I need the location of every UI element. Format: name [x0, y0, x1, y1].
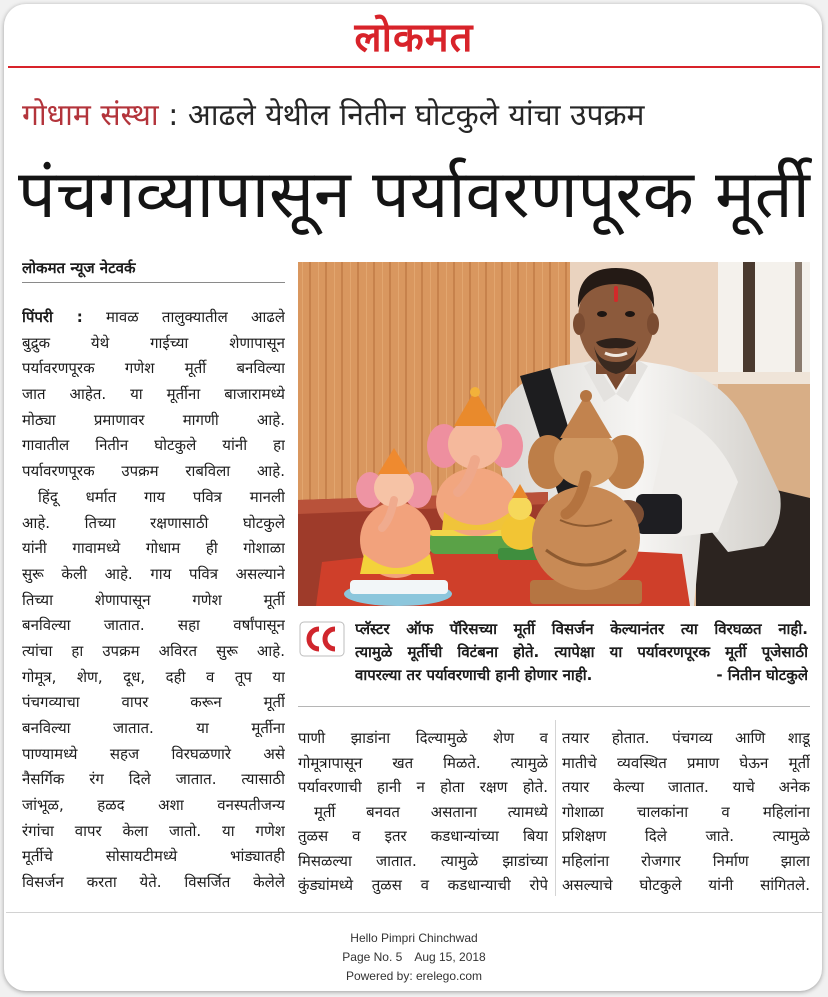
text-line: जात आहेत. या मूर्तीना बाजारामध्ये	[22, 385, 285, 404]
footer-date: Aug 15, 2018	[414, 950, 486, 964]
text-line: मातीचे व्यवस्थित प्रमाण घेऊन मूर्ती	[562, 753, 810, 772]
text-line: गोशाळा चालकांना व महिलांना	[562, 802, 810, 821]
text-line: पाण्यामध्ये सहज विरघळणारे असे	[22, 744, 285, 763]
text-line: रंगांचा वापर केला जातो. या गणेश	[22, 821, 285, 840]
text-line: जांभूळ, हळद अशा वनस्पतीजन्य	[22, 796, 285, 815]
footer-powered-by: Powered by: erelego.com	[345, 969, 483, 983]
text-line: गोमूत्रापासून खत मिळते. त्यामुळे	[298, 753, 548, 772]
footer-page-date	[214, 948, 614, 966]
text-line: पंचगव्याचा वापर करून मूर्ती	[22, 693, 285, 712]
text-line: पर्यावरणपूरक गणेश मूर्ती बनविल्या	[22, 359, 285, 378]
footer-source: Hello Pimpri Chinchwad	[350, 931, 478, 945]
headline	[18, 146, 812, 242]
kicker-label: गोधाम संस्था	[22, 98, 159, 133]
text-line: मूर्तीचे सोसायटीमध्ये भांड्यातही	[22, 847, 285, 866]
quote-icon	[299, 621, 345, 657]
footer-rule	[6, 912, 822, 913]
byline: लोकमत न्यूज नेटवर्क	[22, 254, 285, 283]
kicker-separator: :	[158, 98, 188, 133]
text-line: तयार केल्या जातात. याचे अनेक	[562, 778, 810, 796]
text-line: कुंड्यांमध्ये तुळस व कडधान्याची रोपे	[298, 876, 548, 894]
masthead-rule	[8, 66, 820, 68]
text-line: गावातील नितीन घोटकुले यांनी हा	[22, 436, 285, 455]
text-line: मोठ्या प्रमाणावर मागणी आहे.	[22, 410, 285, 429]
photo-caption-quote	[355, 618, 808, 690]
text-line: हिंदू धर्मात गाय पवित्र मानली	[38, 487, 285, 506]
text-line: गोमूत्र, शेण, दूध, दही व तूप या	[22, 667, 285, 686]
text-line: पाणी झाडांना दिल्यामुळे शेण व	[298, 729, 548, 747]
text-line: तुळस व इतर कडधान्यांच्या बिया	[298, 827, 548, 845]
kicker-text: आढले येथील नितीन घोटकुले यांचा उपक्रम	[187, 98, 645, 133]
text-line: त्यांचा हा उपक्रम अविरत सुरू आहे.	[22, 641, 285, 660]
footer-page: Page No. 5	[342, 950, 403, 964]
quote-line-with-attribution	[355, 664, 808, 687]
masthead-logo: लोकमत	[354, 15, 474, 61]
quote-line: प्लॅस्टर ऑफ पॅरिसच्या मूर्ती विसर्जन केल्यानंतर त्या विरघळत नाही.	[355, 620, 808, 638]
text-line: बनविल्या जातात. सहा वर्षांपासून	[22, 616, 285, 635]
text-line: बनविल्या जातात. या मूर्तीना	[22, 719, 285, 737]
text-line: पर्यावरणाची हानी न होता रक्षण होते.	[298, 778, 548, 796]
text-line: महिलांना रोजगार निर्माण झाला	[562, 851, 810, 870]
text-line: तिच्या शेणापासून गणेश मूर्ती	[22, 590, 285, 609]
text-line: आहे. तिच्या रक्षणासाठी घोटकुले	[22, 513, 285, 532]
dateline: पिंपरी :	[22, 308, 83, 326]
text-line: पर्यावरणपूरक उपक्रम राबविला आहे.	[22, 462, 285, 481]
article-column-2	[298, 726, 548, 898]
text-line: यांनी गावामध्ये गोधाम ही गोशाळा	[22, 539, 285, 558]
text-line: तयार होतात. पंचगव्य आणि शाडू	[562, 729, 810, 747]
text-line: सुरू केली आहे. गाय पवित्र असल्याने	[22, 564, 285, 583]
text-line: मावळ तालुक्यातील आढले	[106, 308, 285, 326]
text-line: मूर्ती बनवत असताना त्यामध्ये	[314, 802, 548, 821]
kicker	[22, 94, 812, 138]
text-line: नैसर्गिक रंग दिले जातात. त्यासाठी	[22, 770, 285, 789]
text-line: प्रशिक्षण दिले जाते. त्यामुळे	[562, 827, 810, 845]
text-line-with-dateline	[22, 305, 285, 331]
article-column-3	[562, 726, 810, 898]
quote-attribution: - नितीन घोटकुले	[716, 666, 808, 684]
text-line: बुद्रुक येथे गाईच्या शेणापासून	[22, 333, 285, 352]
text-line: विसर्जन करता येते. विसर्जित केलेले	[22, 873, 285, 892]
quote-line: त्यामुळे मूर्तीची विटंबना होते. त्यापेक्षा या पर्यावरणपूरक मूर्ती पूजेसाठी	[355, 643, 808, 661]
article-photo	[298, 262, 810, 606]
column-divider	[555, 720, 556, 896]
caption-rule	[298, 706, 810, 707]
text-line: मिसळल्या जातात. त्यामुळे झाडांच्या	[298, 851, 548, 870]
quote-line: वापरल्या तर पर्यावरणाची हानी होणार नाही.	[355, 666, 593, 684]
article-column-1	[22, 305, 285, 897]
text-line: असल्याचे घोटकुले यांनी सांगितले.	[562, 876, 810, 894]
headline-text: पंचगव्यापासून पर्यावरणपूरक मूर्ती	[18, 155, 810, 233]
